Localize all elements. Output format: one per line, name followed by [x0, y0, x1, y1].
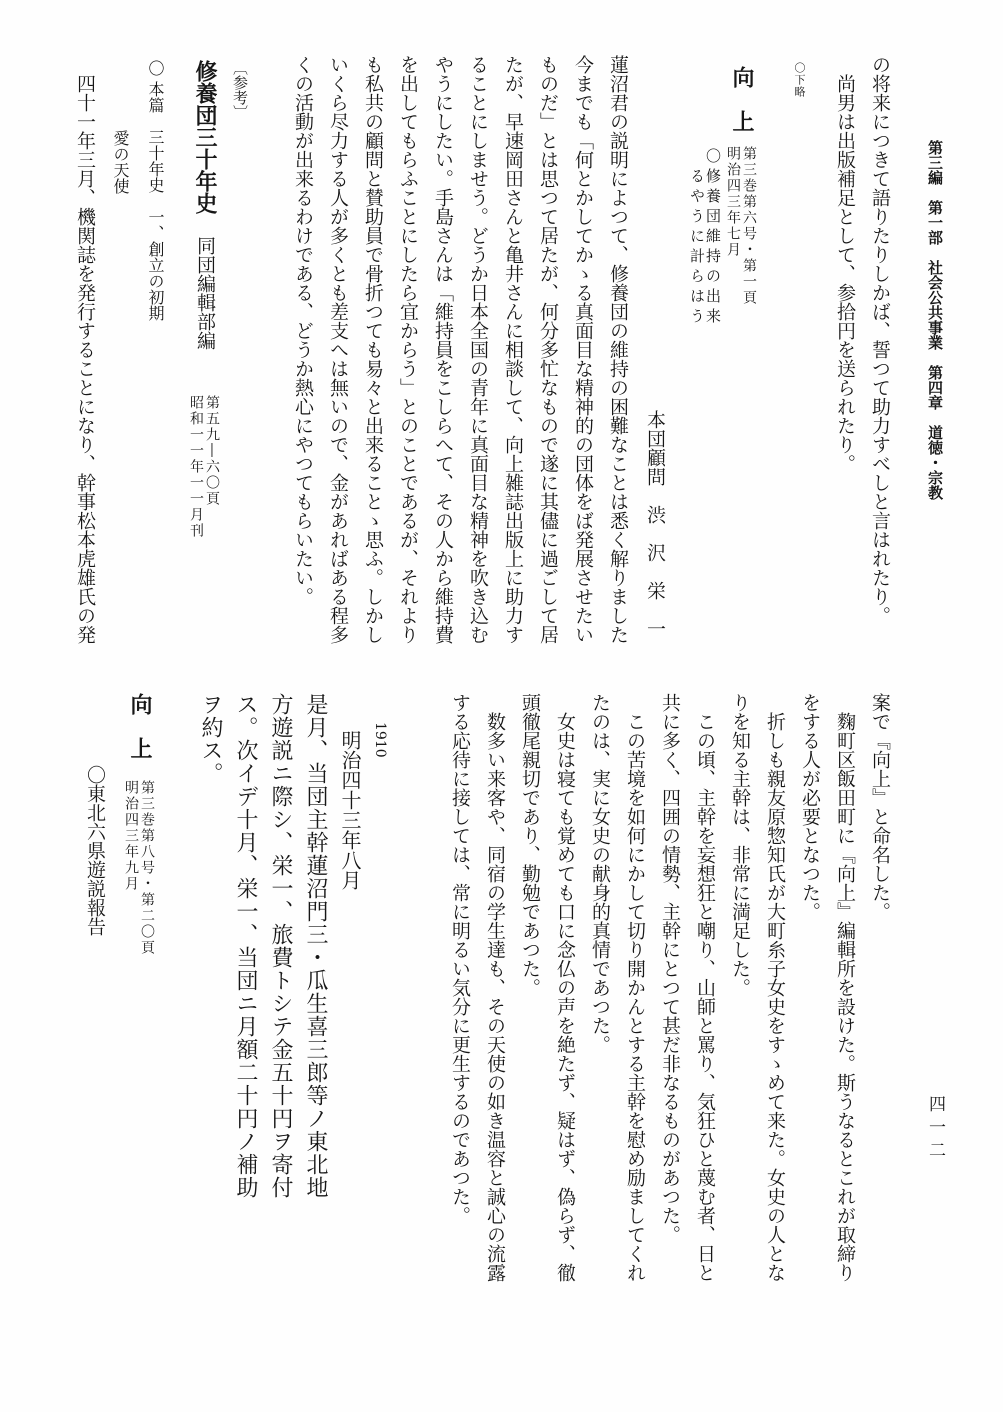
- reference-published: 昭和一一年一一月刊: [188, 395, 204, 539]
- reference-line: 折しも親友原惣知氏が大町糸子女史をすゝめて来た。女史の人とな: [764, 712, 786, 1282]
- reference-title: 修養団三十年史: [192, 60, 218, 214]
- reference-line: この頃、主幹を妄想狂と嘲り、山師と罵り、気狂ひと蔑む者、日と: [694, 712, 716, 1282]
- running-head: 第三編 第一部 社会公共事業 第四章 道徳・宗教: [926, 140, 944, 500]
- entry-line: 方遊説ニ際シ、栄一、旅費トシテ金五十円ヲ寄付: [268, 693, 293, 1199]
- reference-line: 数多い来客や、同宿の学生達も、その天使の如き温容と誠心の流露: [484, 712, 506, 1282]
- article-headline: 〇修養団維持の出来: [704, 148, 722, 328]
- continuation-line: 尚男は出版補足として、参拾円を送られたり。: [834, 74, 856, 473]
- article-line: ものだ」とは思つて居たが、何分多忙なもので遂に其儘に過ごして居: [537, 55, 559, 644]
- reference-subsection: 愛の天使: [111, 130, 130, 194]
- entry-line: ヲ約ス。: [198, 693, 223, 785]
- article-line: たが、早速岡田さんと亀井さんに相談して、向上雑誌出版上に助力す: [502, 55, 524, 644]
- reference-line: この苦境を如何にかして切り開かんとする主幹を慰め励ましてくれ: [624, 712, 646, 1282]
- reference-section: 〇 本篇 三十年史 一、創立の初期: [146, 60, 165, 322]
- article-line: 今までも「何とかしてかゝる真面目な精神的の団体をば発展させたい: [572, 55, 594, 644]
- issue-date: 明治四三年九月: [123, 780, 139, 892]
- article-line: やうにしたい。手島さんは「維持員をこしらへて、その人から維持費: [432, 55, 454, 644]
- page-number: 四一二: [925, 1095, 945, 1164]
- reference-label: 〔参考〕: [231, 60, 249, 120]
- reference-line: をする人が必要となつた。: [799, 693, 821, 921]
- article-line: も私共の顧問と賛助員で骨折つても易々と出来ることゝ思ふ。しかし: [362, 55, 384, 644]
- issue-info: 第三巻第六号・第一頁: [741, 146, 757, 306]
- reference-line: 女史は寝ても覚めても口に念仏の声を絶たず、疑はず、偽らず、徹: [554, 712, 576, 1282]
- continuation-line: の将来につきて語りたりしかば、誓つて助力すべしと言はれたり。: [869, 55, 891, 625]
- issue-date: 明治四三年七月: [725, 146, 741, 258]
- reference-editor: 同団編輯部編: [194, 236, 216, 350]
- article-headline: 〇東北六県遊説報告: [84, 765, 106, 936]
- article-headline: るやうに計らはう: [688, 168, 706, 328]
- magazine-title: 向 上: [127, 693, 153, 759]
- entry-line: ス。次イデ十月、栄一、当団ニ月額二十円ノ補助: [233, 693, 258, 1199]
- reference-line: りを知る主幹は、非常に満足した。: [729, 693, 751, 997]
- article-line: 蓮沼君の説明によつて、修養団の維持の困難なことは悉く解りました: [607, 55, 629, 644]
- article-line: いくら尽力する人が多くとも差支へは無いので、金があればある程多: [327, 55, 349, 644]
- omission-note: 〇下略: [793, 62, 806, 98]
- western-year: 1910: [372, 722, 388, 758]
- reference-line: たのは、実に女史の献身的真情であつた。: [589, 693, 611, 1054]
- reference-line: する応待に接しては、常に明るい気分に更生するのであつた。: [449, 693, 471, 1225]
- article-line: くの活動が出来るわけである、どうか熱心にやつてもらいたい。: [292, 55, 314, 606]
- article-line: ることにしませう。どうか日本全国の青年に真面目な精神を吹き込む: [467, 55, 489, 644]
- entry-date: 明治四十三年八月: [338, 730, 362, 890]
- article-line: を出してもらふことにしたら宜からう」とのことであるが、それより: [397, 55, 419, 644]
- article-author: 本団顧問 渋 沢 栄 一: [644, 410, 666, 638]
- reference-line: 麴町区飯田町に『向上』編輯所を設けた。斯うなるとこれが取締り: [834, 712, 856, 1282]
- reference-line: 案で『向上』と命名した。: [869, 693, 891, 921]
- reference-line: 四十一年三月、機関誌を発行することになり、幹事松本虎雄氏の発: [74, 74, 96, 644]
- reference-line: 頭徹尾親切であり、勤勉であつた。: [519, 693, 541, 997]
- magazine-title: 向 上: [729, 66, 755, 132]
- entry-line: 是月、当団主幹蓮沼門三・瓜生喜三郎等ノ東北地: [303, 693, 328, 1199]
- issue-info: 第三巻第八号・第二〇頁: [139, 780, 155, 956]
- reference-line: 共に多く、四囲の情勢、主幹にとつて甚だ非なるものがあつた。: [659, 693, 681, 1244]
- reference-pages: 第五九―六〇頁: [204, 395, 220, 507]
